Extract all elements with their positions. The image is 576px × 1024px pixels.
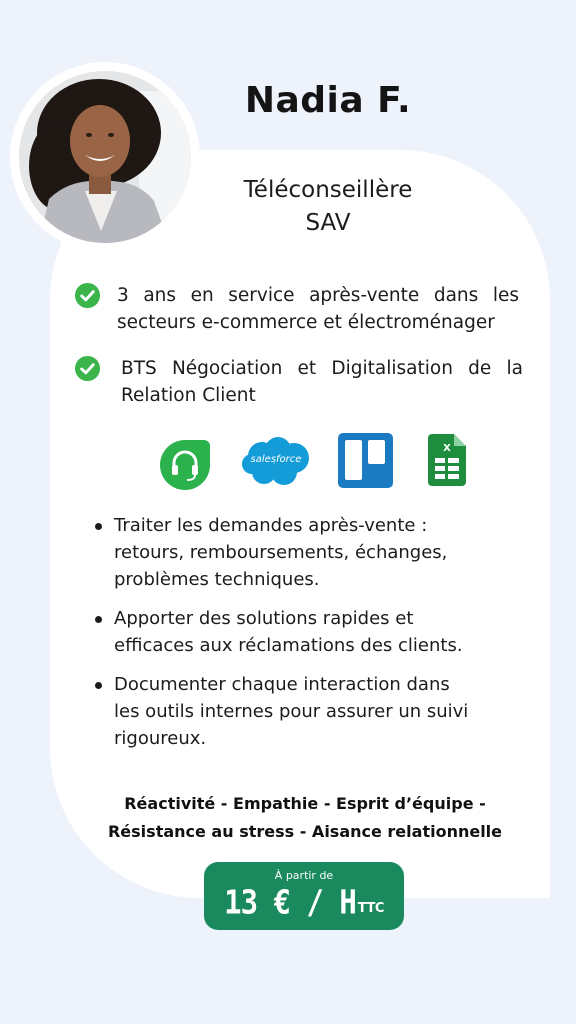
role-line: SAV xyxy=(305,210,351,236)
soft-skills xyxy=(60,790,550,846)
bullet-dot xyxy=(95,682,102,689)
price-suffix: TTC xyxy=(357,901,384,916)
profile-photo xyxy=(19,71,191,243)
salesforce-label: salesforce xyxy=(250,454,302,465)
task-line: les outils internes pour assurer un suivi xyxy=(114,701,469,722)
profile-role xyxy=(200,174,456,240)
avatar xyxy=(10,62,200,252)
bullet-dot xyxy=(95,523,102,530)
task-line: Traiter les demandes après-vente : xyxy=(114,515,428,536)
freshdesk-logo xyxy=(158,438,212,492)
person-photo-icon xyxy=(19,71,191,243)
trello-logo xyxy=(338,433,393,488)
highlight-text: 3 ans en service après-vente dans les secteurs e-commerce et électroménager xyxy=(117,285,519,333)
google-sheets-logo xyxy=(428,434,466,486)
skills-line: Résistance au stress - Aisance relationnelle xyxy=(107,822,503,841)
role-line: Téléconseillère xyxy=(243,177,413,203)
price-from-label: À partir de xyxy=(274,869,334,882)
tool-logos xyxy=(150,430,480,500)
list-item xyxy=(90,671,510,752)
profile-name: Nadia F. xyxy=(244,80,412,121)
highlight-item xyxy=(74,355,524,409)
task-text xyxy=(114,605,463,659)
salesforce-logo xyxy=(240,434,312,490)
list-item xyxy=(90,512,510,593)
task-list xyxy=(90,512,510,764)
task-line: retours, remboursements, échanges, xyxy=(114,542,448,563)
task-text xyxy=(114,512,447,593)
price-amount: 13 € / H xyxy=(224,882,356,922)
task-line: Documenter chaque interaction dans xyxy=(114,674,450,695)
highlight-text: BTS Négociation et Digitalisation de la Relation Client xyxy=(121,358,523,406)
task-line: problèmes techniques. xyxy=(114,569,320,590)
skills-line: Réactivité - Empathie - Esprit d’équipe - xyxy=(124,794,486,813)
task-line: rigoureux. xyxy=(114,728,207,749)
spreadsheet-icon xyxy=(428,434,466,486)
task-line: Apporter des solutions rapides et xyxy=(114,608,414,629)
sheets-label: X xyxy=(443,443,451,454)
check-circle-icon xyxy=(74,355,101,382)
check-circle-icon xyxy=(74,282,101,309)
task-line: efficaces aux réclamations des clients. xyxy=(114,635,463,656)
task-text xyxy=(114,671,468,752)
price-value xyxy=(204,883,404,921)
list-item xyxy=(90,605,510,659)
bullet-dot xyxy=(95,616,102,623)
headset-icon xyxy=(158,438,212,492)
price-badge[interactable] xyxy=(204,862,404,930)
highlight-item xyxy=(74,282,522,336)
trello-icon xyxy=(338,433,393,488)
